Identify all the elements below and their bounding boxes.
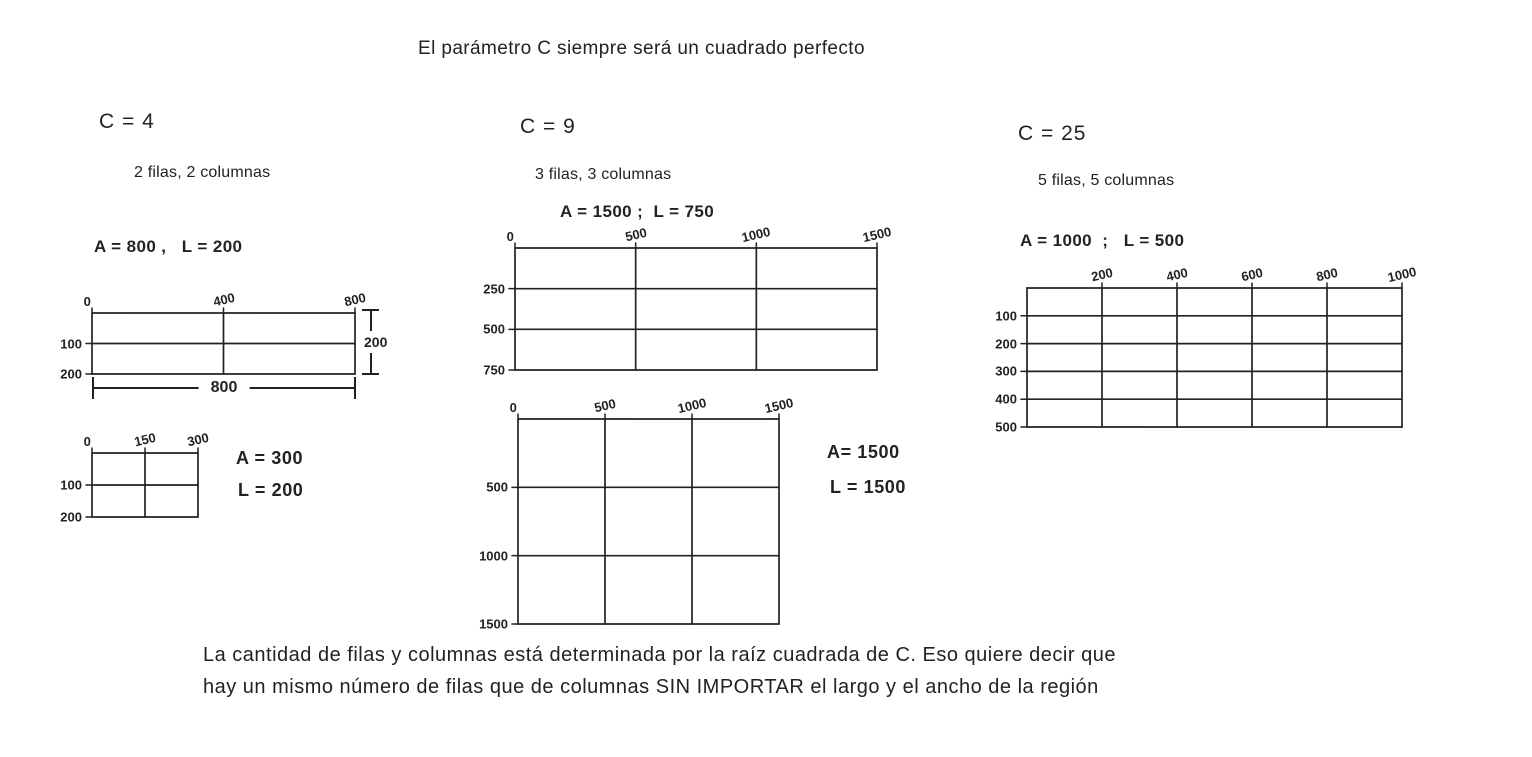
dimension-tick-right xyxy=(354,377,356,399)
grid-c9-square-annotation-a: A= 1500 xyxy=(827,442,900,462)
grid-left-axis-label: 500 xyxy=(486,479,508,495)
grid-left-axis-label: 1500 xyxy=(479,616,508,632)
grid-top-axis-label: 800 xyxy=(342,289,368,310)
grid-top-axis-label: 500 xyxy=(623,224,648,245)
grid-top-axis-label: 1500 xyxy=(861,223,893,246)
footer-line-2: hay un mismo número de filas que de columnas SIN IMPORTAR el largo y el ancho de la región xyxy=(203,676,1099,698)
section-c9-params: A = 1500 ; L = 750 xyxy=(560,202,715,221)
grid-c4-wide xyxy=(60,289,368,382)
grid-c9-wide xyxy=(483,223,893,378)
grid-left-axis-label: 500 xyxy=(483,321,505,337)
grid-top-axis-label: 1000 xyxy=(740,223,773,246)
grid-left-axis-label: 100 xyxy=(60,477,82,493)
grid-top-axis-label: 150 xyxy=(132,429,158,450)
grid-c9-square xyxy=(479,394,795,632)
page-title: El parámetro C siempre será un cuadrado perfecto xyxy=(418,38,865,59)
grid-top-axis-label: 1000 xyxy=(676,394,708,417)
grid-top-axis-label: 200 xyxy=(1089,264,1115,285)
grid-lines xyxy=(501,234,891,384)
grid-top-axis-label: 500 xyxy=(592,395,618,416)
grid-c4-small-annotation-a: A = 300 xyxy=(236,448,304,468)
dimension-tick-left xyxy=(92,377,94,399)
grid-left-axis-label: 250 xyxy=(483,281,505,297)
grid-left-axis-label: 200 xyxy=(995,336,1017,352)
grid-left-axis-label: 500 xyxy=(995,419,1017,435)
section-c4-params: A = 800 , L = 200 xyxy=(94,237,243,256)
grid-left-axis-label: 100 xyxy=(995,308,1017,324)
section-c25-heading: C = 25 xyxy=(1018,122,1087,145)
grid-left-axis-label: 200 xyxy=(60,366,82,382)
grid-top-axis-label: 0 xyxy=(509,400,517,415)
width-dimension-label: 800 xyxy=(199,379,250,397)
footer-line-1: La cantidad de filas y columnas está determinada por la raíz cuadrada de C. Eso quiere decir que xyxy=(203,644,1116,666)
grid-top-axis-label: 0 xyxy=(506,229,514,244)
section-c9-subheading: 3 filas, 3 columnas xyxy=(535,166,672,183)
grid-c9-square-annotation-l: L = 1500 xyxy=(830,477,907,497)
grid-left-axis-label: 750 xyxy=(483,362,505,378)
grid-lines xyxy=(504,405,793,638)
dimension-cap-top xyxy=(362,309,379,311)
grid-top-axis-label: 300 xyxy=(185,429,211,450)
grid-left-axis-label: 400 xyxy=(995,391,1017,407)
grid-lines xyxy=(78,439,212,531)
section-c9-heading: C = 9 xyxy=(520,115,576,138)
grid-top-axis-label: 400 xyxy=(1164,264,1190,285)
section-c4-subheading: 2 filas, 2 columnas xyxy=(134,164,271,181)
grid-top-axis-label: 0 xyxy=(83,434,91,449)
section-c25-subheading: 5 filas, 5 columnas xyxy=(1038,172,1175,189)
section-c4-heading: C = 4 xyxy=(99,110,155,133)
height-dimension-label: 200 xyxy=(364,331,387,353)
grid-lines xyxy=(78,299,369,388)
grid-left-axis-label: 300 xyxy=(995,363,1017,379)
grid-c4-small-annotation-l: L = 200 xyxy=(238,480,304,500)
grid-top-axis-label: 600 xyxy=(1239,264,1265,285)
section-c25-params: A = 1000 ; L = 500 xyxy=(1020,231,1185,250)
grid-c25 xyxy=(995,263,1418,435)
grid-top-axis-label: 1500 xyxy=(763,394,795,417)
grid-top-axis-label: 0 xyxy=(83,294,91,309)
grid-c4-small xyxy=(60,429,211,525)
grid-left-axis-label: 200 xyxy=(60,509,82,525)
dimension-cap-bottom xyxy=(362,373,379,375)
grid-top-axis-label: 800 xyxy=(1314,264,1340,285)
width-dimension xyxy=(92,377,356,399)
grid-left-axis-label: 100 xyxy=(60,336,82,351)
grid-top-axis-label: 400 xyxy=(211,289,236,310)
height-dimension xyxy=(359,309,388,375)
grid-top-axis-label: 1000 xyxy=(1386,263,1418,286)
grid-left-axis-label: 1000 xyxy=(479,548,508,564)
grid-lines xyxy=(1013,274,1416,441)
